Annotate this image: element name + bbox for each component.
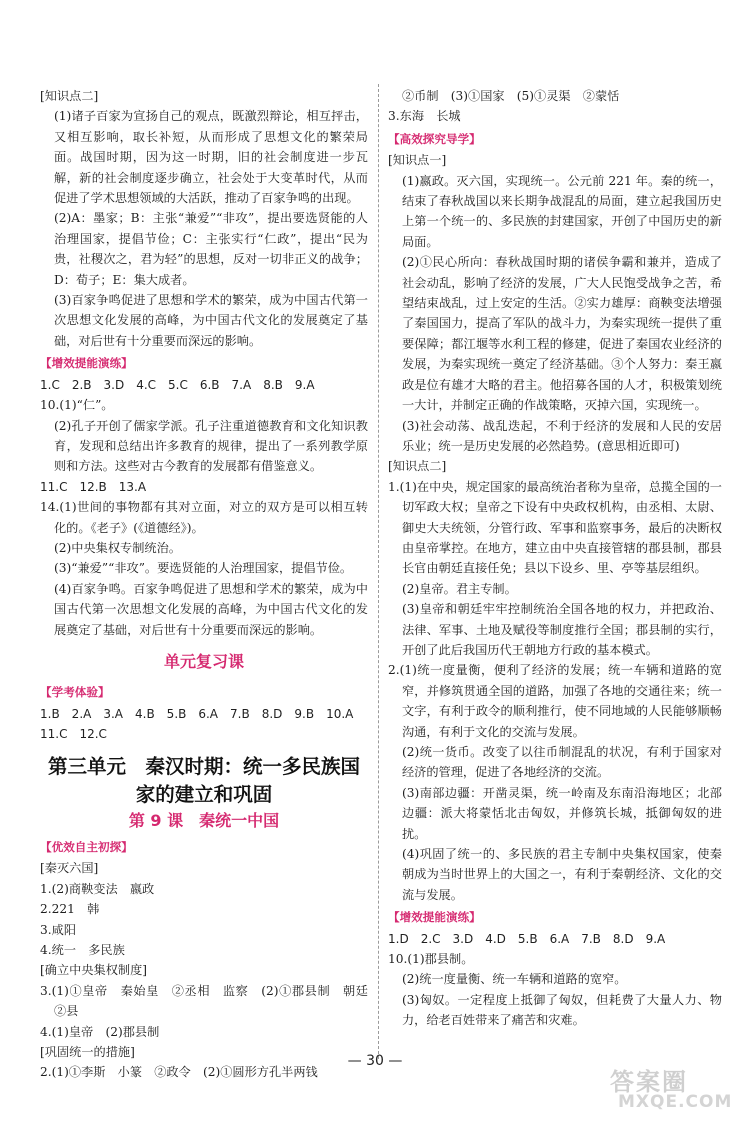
answer-paragraph: (2)①民心所向：春秋战国时期的诸侯争霸和兼并，造成了社会动乱，影响了经济的发展，广大人民饱受战争之苦，希望结束战乱，过上安定的生活。②实力雄厚：商鞅变法增强了秦国国力，提高了军队的战斗力，为秦实现统一提供了重要保障；都江堰等水利工程的修建，促进了秦国农业经济的发展，为秦实现统一奠定了经济基础。③个人努力：秦王嬴政是位有雄才大略的君主。他招募各国的人才，积极策划统一大计，并制定正确的作战策略，灭掉六国，实现统一。: [402, 255, 722, 413]
answer-item: 3.(1)①皇帝 秦始皇 ②丞相 监察 (2)①郡县制 朝廷 ②县: [40, 983, 381, 1019]
answer-key-row: 11.C 12.C: [40, 727, 107, 742]
answer-paragraph: ②币制 (3)①国家 (5)①灵渠 ②蒙恬: [402, 89, 620, 103]
knowledge-point-label: [巩固统一的措施]: [40, 1045, 135, 1060]
section-header: 【优效自主初探】: [40, 840, 133, 854]
watermark-text-bottom: MXQE.COM: [618, 1092, 733, 1112]
answer-item: 10.(1)郡县制。: [388, 952, 474, 967]
answer-item: 4.统一 多民族: [40, 943, 125, 958]
page-number: — 30 —: [347, 1053, 403, 1069]
answer-key-row: 11.C 12.B 13.A: [40, 479, 147, 494]
section-header-wrap: [388, 127, 722, 150]
answer-item: 2.221 韩: [40, 902, 100, 917]
answer-paragraph: (4)百家争鸣。百家争鸣促进了思想和学术的繁荣，成为中国古代第一次思想文化发展的高峰，为中国古代文化的发展奠定了基础，对后世有十分重要而深远的影响。: [54, 581, 368, 637]
answer-item: 2.(1)①李斯 小篆 ②政令 (2)①圆形方孔半两钱: [40, 1065, 318, 1080]
answer-paragraph: (3)皇帝和朝廷牢牢控制统治全国各地的权力，并把政治、法律、军事、土地及赋役等制度推行全国；郡县制的实行，开创了此后我国历代王朝地方行政的基本模式。: [402, 602, 722, 657]
answer-item: 2.(1)统一度量衡，便利了经济的发展；统一车辆和道路的宽窄，并修筑贯通全国的道路，加强了各地的交通往来；统一文字，有利于政令的顺利推行，使不同地域的人民能够顺畅沟通，有利于文化的交流与发展。: [388, 663, 722, 739]
section-header-wrap: [40, 680, 368, 703]
watermark-logo: [610, 1062, 740, 1118]
section-header: 【高效探究导学】: [388, 131, 481, 146]
unit-review-heading: 单元复习课: [163, 651, 244, 671]
answer-paragraph: (2)皇帝。君主专制。: [402, 581, 517, 596]
watermark-text-top: 答案圈: [610, 1068, 688, 1096]
section-header: 【增效提能演练】: [388, 910, 481, 925]
answer-item: 4.(1)皇帝 (2)郡县制: [40, 1024, 160, 1039]
answer-paragraph: (3)“兼爱”“非攻”。要选贤能的人治理国家，提倡节俭。: [54, 561, 353, 576]
answer-item: 3.咸阳: [40, 922, 77, 937]
answer-item: 14.(1)世间的事物都有其对立面，对立的双方是可以相互转化的。《老子》(《道德经》)。: [40, 500, 368, 535]
knowledge-point-label: [秦灭六国]: [40, 861, 99, 876]
answer-paragraph: (3)匈奴。一定程度上抵御了匈奴，但耗费了大量人力、物力，给老百姓带来了痛苦和灾难。: [402, 992, 722, 1028]
answer-item: 1.(2)商鞅变法 嬴政: [40, 881, 155, 896]
answer-paragraph: (3)百家争鸣促进了思想和学术的繁荣，成为中国古代第一次思想文化发展的高峰，为中国古代文化的发展奠定了基础，对后世有十分重要而深远的影响。: [54, 293, 368, 348]
answer-paragraph: (1)嬴政。灭六国，实现统一。公元前 221 年。秦的统一，结束了春秋战国以来长期争战混乱的局面，建立起我国历史上第一个统一的、多民族的封建国家，开创了中国历史的新局面。: [402, 173, 722, 249]
answer-paragraph: (4)巩固了统一的、多民族的君主专制中央集权国家，使秦朝成为当时世界上的大国之一，有利于秦朝经济、文化的交流与发展。: [402, 847, 722, 902]
answer-paragraph: (2)统一度量衡、统一车辆和道路的宽窄。: [402, 972, 627, 987]
answer-paragraph: (2)A：墨家；B：主张“兼爱”“非攻”，提出要选贤能的人治理国家，提倡节俭；C：主张实行“仁政”，提出“民为贵，社稷次之，君为轻”的思想，反对一切非正义的战争；D：荀子；E：集大成者。: [54, 211, 368, 287]
answer-item: 10.(1)“仁”。: [40, 398, 114, 413]
section-header-wrap: [40, 835, 368, 858]
answer-paragraph: (2)统一货币。改变了以往币制混乱的状况，有利于国家对经济的管理，促进了各地经济的交流。: [402, 745, 722, 780]
section-header: 【学考体验】: [40, 685, 110, 700]
answer-key-row: 1.D 2.C 3.D 4.D 5.B 6.A 7.B 8.D 9.A: [388, 931, 666, 946]
knowledge-point-label: [确立中央集权制度]: [40, 963, 148, 978]
answer-paragraph: (3)南部边疆：开凿灵渠，统一岭南及东南沿海地区；北部边疆：派大将蒙恬北击匈奴，并修筑长城，抵御匈奴的进扰。: [402, 785, 722, 841]
answer-paragraph: (1)诸子百家为宣扬自己的观点，既激烈辩论，相互抨击，又相互影响，取长补短，从而形成了思想文化的繁荣局面。战国时期，因为这一时期，旧的社会制度进一步瓦解，新的社会制度逐步确立，社会处于大变革时代，从而促进了学术思想领域的大活跃，推动了百家争鸣的出现。: [54, 109, 368, 206]
answer-paragraph: (2)孔子开创了儒家学派。孔子注重道德教育和文化知识教育，发现和总结出许多教育的规律，提出了一系列教学原则和方法。这些对古今教育的发展都有借鉴意义。: [54, 418, 368, 474]
knowledge-point-label: [知识点二]: [40, 89, 99, 103]
section-header: 【增效提能演练】: [40, 356, 133, 371]
knowledge-point-label: [知识点一]: [388, 153, 447, 168]
knowledge-point-label: [知识点二]: [388, 459, 447, 474]
answer-paragraph: (2)中央集权专制统治。: [54, 540, 181, 555]
section-header-wrap: [40, 351, 368, 374]
section-header-wrap: [388, 905, 722, 928]
unit-title: 第三单元 秦汉时期：统一多民族国家的建立和巩固: [47, 754, 360, 806]
answer-key-row: 1.C 2.B 3.D 4.C 5.C 6.B 7.A 8.B 9.A: [40, 377, 315, 392]
answer-key-row: 1.B 2.A 3.A 4.B 5.B 6.A 7.B 8.D 9.B 10.A: [40, 706, 354, 721]
column-divider: [378, 84, 379, 1059]
right-column: [388, 86, 722, 1031]
answer-paragraph: (3)社会动荡、战乱迭起，不利于经济的发展和人民的安居乐业；统一是历史发展的必然趋势。(意思相近即可): [402, 418, 722, 453]
answer-item: 3.东海 长城: [388, 109, 461, 124]
lesson-title: 第 9 课 秦统一中国: [128, 810, 280, 830]
answer-item: 1.(1)在中央，规定国家的最高统治者称为皇帝，总揽全国的一切军政大权；皇帝之下设有中央政权机构，由丞相、太尉、御史大夫统领，分管行政、军事和监察事务，最后的决断权由皇帝掌控。在地方，建立由中央直接管辖的郡县制，郡县长官由朝廷直接任免；县以下设乡、里、亭等基层组织。: [388, 479, 722, 576]
